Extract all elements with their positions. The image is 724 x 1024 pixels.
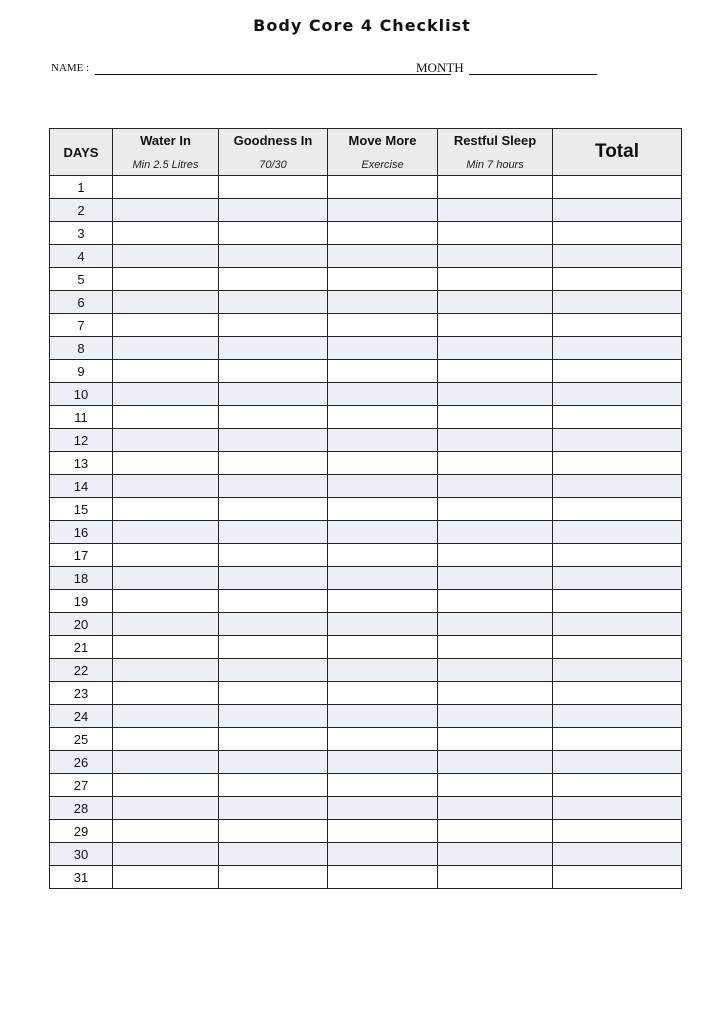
move-more-cell[interactable] [328,337,438,360]
water-in-cell[interactable] [113,383,219,406]
day-number: 5 [50,268,113,291]
restful-sleep-cell[interactable] [438,268,553,291]
goodness-in-header [219,129,328,176]
goodness-in-cell[interactable] [219,636,328,659]
total-cell[interactable] [553,383,682,406]
goodness-in-cell[interactable] [219,613,328,636]
table-row [50,498,682,521]
water-in-cell[interactable] [113,705,219,728]
goodness-in-cell[interactable] [219,751,328,774]
restful-sleep-cell[interactable] [438,659,553,682]
table-row [50,544,682,567]
move-more-cell[interactable] [328,843,438,866]
water-in-header [113,129,219,176]
water-in-cell[interactable] [113,636,219,659]
table-row [50,774,682,797]
water-in-cell[interactable] [113,659,219,682]
table-row [50,728,682,751]
total-cell[interactable] [553,843,682,866]
month-field[interactable] [469,74,597,75]
table-row [50,475,682,498]
column-sublabel: 70/30 [259,159,287,171]
water-in-cell[interactable] [113,544,219,567]
month-label: MONTH [416,60,464,75]
restful-sleep-cell[interactable] [438,567,553,590]
move-more-cell[interactable] [328,268,438,291]
table-row [50,682,682,705]
goodness-in-cell[interactable] [219,452,328,475]
move-more-cell[interactable] [328,866,438,889]
water-in-cell[interactable] [113,751,219,774]
restful-sleep-cell[interactable] [438,406,553,429]
total-cell[interactable] [553,705,682,728]
table-row [50,866,682,889]
goodness-in-cell[interactable] [219,728,328,751]
total-cell[interactable] [553,774,682,797]
header-fields [51,60,691,80]
column-label: Restful Sleep [453,133,537,148]
water-in-cell[interactable] [113,337,219,360]
goodness-in-cell[interactable] [219,268,328,291]
restful-sleep-cell[interactable] [438,682,553,705]
day-rows [50,176,682,889]
day-number: 20 [50,613,113,636]
goodness-in-cell[interactable] [219,774,328,797]
column-label: Goodness In [233,133,313,148]
total-cell[interactable] [553,544,682,567]
restful-sleep-cell[interactable] [438,176,553,199]
water-in-cell[interactable] [113,774,219,797]
goodness-in-cell[interactable] [219,176,328,199]
total-cell[interactable] [553,728,682,751]
move-more-cell[interactable] [328,498,438,521]
table-row [50,452,682,475]
day-number: 28 [50,797,113,820]
restful-sleep-cell[interactable] [438,544,553,567]
water-in-cell[interactable] [113,728,219,751]
goodness-in-cell[interactable] [219,498,328,521]
table-row [50,314,682,337]
table-row [50,636,682,659]
day-number: 22 [50,659,113,682]
day-number: 15 [50,498,113,521]
goodness-in-cell[interactable] [219,222,328,245]
goodness-in-cell[interactable] [219,797,328,820]
table-row [50,751,682,774]
restful-sleep-cell[interactable] [438,245,553,268]
restful-sleep-cell[interactable] [438,291,553,314]
water-in-cell[interactable] [113,199,219,222]
water-in-cell[interactable] [113,521,219,544]
restful-sleep-cell[interactable] [438,360,553,383]
day-number: 16 [50,521,113,544]
day-number: 11 [50,406,113,429]
restful-sleep-cell[interactable] [438,797,553,820]
days-header: DAYS [50,129,113,176]
total-cell[interactable] [553,176,682,199]
restful-sleep-cell[interactable] [438,383,553,406]
total-cell[interactable] [553,797,682,820]
water-in-cell[interactable] [113,245,219,268]
move-more-cell[interactable] [328,521,438,544]
water-in-cell[interactable] [113,314,219,337]
move-more-cell[interactable] [328,659,438,682]
goodness-in-cell[interactable] [219,291,328,314]
water-in-cell[interactable] [113,682,219,705]
restful-sleep-cell[interactable] [438,705,553,728]
total-cell[interactable] [553,820,682,843]
day-number: 2 [50,199,113,222]
water-in-cell[interactable] [113,820,219,843]
water-in-cell[interactable] [113,268,219,291]
column-sublabel: Min 7 hours [466,159,524,171]
water-in-cell[interactable] [113,452,219,475]
table-row [50,613,682,636]
day-number: 12 [50,429,113,452]
move-more-cell[interactable] [328,797,438,820]
table-row [50,176,682,199]
water-in-cell[interactable] [113,176,219,199]
total-cell[interactable] [553,199,682,222]
restful-sleep-cell[interactable] [438,498,553,521]
day-number: 13 [50,452,113,475]
day-number: 18 [50,567,113,590]
move-more-cell[interactable] [328,705,438,728]
goodness-in-cell[interactable] [219,337,328,360]
move-more-cell[interactable] [328,820,438,843]
move-more-cell[interactable] [328,406,438,429]
checklist-table [49,128,682,889]
move-more-cell[interactable] [328,544,438,567]
move-more-cell[interactable] [328,452,438,475]
day-number: 24 [50,705,113,728]
total-cell[interactable] [553,636,682,659]
water-in-cell[interactable] [113,429,219,452]
move-more-header [328,129,438,176]
table-row [50,383,682,406]
day-number: 29 [50,820,113,843]
table-row [50,797,682,820]
table-row [50,843,682,866]
goodness-in-cell[interactable] [219,567,328,590]
total-cell[interactable] [553,452,682,475]
total-cell[interactable] [553,245,682,268]
restful-sleep-cell[interactable] [438,314,553,337]
restful-sleep-cell[interactable] [438,751,553,774]
day-number: 26 [50,751,113,774]
total-cell[interactable] [553,590,682,613]
day-number: 1 [50,176,113,199]
restful-sleep-cell[interactable] [438,613,553,636]
move-more-cell[interactable] [328,613,438,636]
total-cell[interactable] [553,866,682,889]
table-row [50,429,682,452]
water-in-cell[interactable] [113,498,219,521]
total-cell[interactable] [553,659,682,682]
water-in-cell[interactable] [113,291,219,314]
goodness-in-cell[interactable] [219,682,328,705]
goodness-in-cell[interactable] [219,429,328,452]
total-cell[interactable] [553,222,682,245]
total-cell[interactable] [553,682,682,705]
goodness-in-cell[interactable] [219,659,328,682]
day-number: 8 [50,337,113,360]
day-number: 19 [50,590,113,613]
restful-sleep-cell[interactable] [438,843,553,866]
table-row [50,659,682,682]
goodness-in-cell[interactable] [219,245,328,268]
column-label: Water In [140,133,191,148]
day-number: 14 [50,475,113,498]
total-cell[interactable] [553,498,682,521]
water-in-cell[interactable] [113,475,219,498]
water-in-cell[interactable] [113,406,219,429]
table-row [50,590,682,613]
water-in-cell[interactable] [113,613,219,636]
day-number: 17 [50,544,113,567]
table-row [50,268,682,291]
name-label: NAME : [51,62,90,74]
move-more-cell[interactable] [328,314,438,337]
restful-sleep-cell[interactable] [438,590,553,613]
table-row [50,705,682,728]
day-number: 10 [50,383,113,406]
goodness-in-cell[interactable] [219,820,328,843]
day-number: 7 [50,314,113,337]
day-number: 4 [50,245,113,268]
goodness-in-cell[interactable] [219,866,328,889]
table-row [50,291,682,314]
restful-sleep-cell[interactable] [438,820,553,843]
day-number: 9 [50,360,113,383]
goodness-in-cell[interactable] [219,590,328,613]
restful-sleep-header [438,129,553,176]
day-number: 25 [50,728,113,751]
move-more-cell[interactable] [328,774,438,797]
table-row [50,820,682,843]
goodness-in-cell[interactable] [219,705,328,728]
restful-sleep-cell[interactable] [438,774,553,797]
restful-sleep-cell[interactable] [438,452,553,475]
restful-sleep-cell[interactable] [438,521,553,544]
move-more-cell[interactable] [328,751,438,774]
move-more-cell[interactable] [328,383,438,406]
goodness-in-cell[interactable] [219,475,328,498]
goodness-in-cell[interactable] [219,199,328,222]
page-title: Body Core 4 Checklist [253,16,471,35]
day-number: 3 [50,222,113,245]
total-cell[interactable] [553,406,682,429]
goodness-in-cell[interactable] [219,314,328,337]
restful-sleep-cell[interactable] [438,475,553,498]
move-more-cell[interactable] [328,636,438,659]
restful-sleep-cell[interactable] [438,222,553,245]
table-row [50,360,682,383]
water-in-cell[interactable] [113,843,219,866]
day-number: 6 [50,291,113,314]
move-more-cell[interactable] [328,360,438,383]
goodness-in-cell[interactable] [219,383,328,406]
column-sublabel: Exercise [361,159,404,171]
restful-sleep-cell[interactable] [438,337,553,360]
day-number: 23 [50,682,113,705]
goodness-in-cell[interactable] [219,360,328,383]
day-number: 31 [50,866,113,889]
move-more-cell[interactable] [328,176,438,199]
total-header: Total [553,129,682,176]
header-row [50,129,682,176]
column-label: Move More [348,133,417,148]
restful-sleep-cell[interactable] [438,429,553,452]
move-more-cell[interactable] [328,199,438,222]
goodness-in-cell[interactable] [219,521,328,544]
water-in-cell[interactable] [113,866,219,889]
total-cell[interactable] [553,429,682,452]
total-cell[interactable] [553,521,682,544]
goodness-in-cell[interactable] [219,544,328,567]
water-in-cell[interactable] [113,590,219,613]
total-cell[interactable] [553,613,682,636]
move-more-cell[interactable] [328,590,438,613]
table-row [50,567,682,590]
move-more-cell[interactable] [328,245,438,268]
move-more-cell[interactable] [328,222,438,245]
restful-sleep-cell[interactable] [438,636,553,659]
total-cell[interactable] [553,360,682,383]
move-more-cell[interactable] [328,291,438,314]
goodness-in-cell[interactable] [219,843,328,866]
table-row [50,222,682,245]
day-number: 27 [50,774,113,797]
column-sublabel: Min 2.5 Litres [132,159,199,171]
move-more-cell[interactable] [328,682,438,705]
restful-sleep-cell[interactable] [438,728,553,751]
total-cell[interactable] [553,337,682,360]
water-in-cell[interactable] [113,567,219,590]
table-row [50,521,682,544]
water-in-cell[interactable] [113,222,219,245]
total-cell[interactable] [553,751,682,774]
water-in-cell[interactable] [113,360,219,383]
restful-sleep-cell[interactable] [438,199,553,222]
total-cell[interactable] [553,291,682,314]
goodness-in-cell[interactable] [219,406,328,429]
move-more-cell[interactable] [328,728,438,751]
table-row [50,406,682,429]
total-cell[interactable] [553,567,682,590]
name-field[interactable] [95,74,451,75]
restful-sleep-cell[interactable] [438,866,553,889]
total-cell[interactable] [553,314,682,337]
day-number: 21 [50,636,113,659]
water-in-cell[interactable] [113,797,219,820]
move-more-cell[interactable] [328,475,438,498]
table-row [50,199,682,222]
day-number: 30 [50,843,113,866]
total-cell[interactable] [553,268,682,291]
move-more-cell[interactable] [328,429,438,452]
total-cell[interactable] [553,475,682,498]
table-row [50,337,682,360]
move-more-cell[interactable] [328,567,438,590]
table-row [50,245,682,268]
